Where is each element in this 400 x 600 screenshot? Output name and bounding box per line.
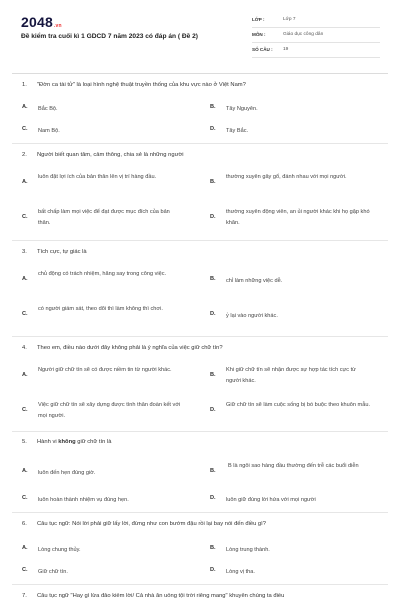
option-text: luôn giữ đúng lời hứa với mọi người: [226, 497, 316, 503]
question-text: Câu tục ngữ "Hay gì lừa đảo kiếm lời/ Cả nhà ăn uống tội trời riêng mang" khuyên chúng ta điều: [37, 593, 285, 599]
option-text: Lòng vị tha.: [226, 569, 255, 575]
meta-value-subject: Giáo dục công dân: [283, 32, 324, 37]
option-letter: C.: [22, 567, 28, 573]
logo-text: 2048: [21, 14, 53, 30]
meta-key-grade: LỚP :: [252, 17, 265, 22]
document-title: Đề kiểm tra cuối kì 1 GDCD 7 năm 2023 có đáp án ( Đề 2): [21, 33, 198, 40]
option-letter: A.: [22, 104, 28, 110]
option-text: chủ động có trách nhiệm, hăng say trong công việc.: [38, 271, 167, 277]
option-letter: C.: [22, 214, 28, 220]
option-text: B là ngôi sao hàng đầu thường đến trễ các buổi diễn: [228, 463, 359, 469]
option-text: Nam Bộ.: [38, 128, 60, 134]
option-letter: B.: [210, 179, 216, 185]
option-letter: A.: [22, 276, 28, 282]
question-text: Theo em, điều nào dưới đây không phải là ý nghĩa của việc giữ chữ tín?: [37, 345, 223, 351]
question-number: 3.: [22, 249, 27, 255]
option-letter: D.: [210, 407, 216, 413]
option-letter: A.: [22, 179, 28, 185]
question-number: 4.: [22, 345, 27, 351]
meta-key-count: SỐ CÂU :: [252, 47, 273, 52]
question-text-end: giữ chữ tín là: [75, 439, 112, 445]
option-letter: B.: [210, 104, 216, 110]
question-number: 6.: [22, 521, 27, 527]
option-letter: B.: [210, 545, 216, 551]
question-number: 2.: [22, 152, 27, 158]
option-text: Giữ chữ tín.: [38, 569, 68, 575]
question-number: 7.: [22, 593, 27, 599]
document-header: [0, 0, 400, 68]
question-divider: [12, 512, 388, 513]
option-letter: B.: [210, 468, 216, 474]
question-text: Câu tục ngữ: Nói lời phải giữ lấy lời, đừng như con bướm đậu rồi lại bay nói đến điều gì?: [37, 521, 266, 527]
option-text: thường xuyên gây gổ, đánh nhau với mọi người.: [226, 174, 347, 180]
question-text-start: Hành vi: [37, 439, 59, 445]
option-text: luôn đến hẹn đúng giờ.: [38, 470, 96, 476]
meta-row-subject: [252, 28, 380, 43]
question-divider: [12, 336, 388, 337]
option-letter: D.: [210, 311, 216, 317]
question-text: Tích cực, tự giác là: [37, 249, 87, 255]
meta-value-grade: Lớp 7: [283, 17, 296, 22]
option-letter: A.: [22, 372, 28, 378]
question-divider: [12, 584, 388, 585]
meta-value-count: 19: [283, 47, 289, 52]
option-letter: C.: [22, 311, 28, 317]
option-text: luôn hoàn thành nhiệm vụ đúng hẹn.: [38, 497, 129, 503]
option-letter: D.: [210, 126, 216, 132]
question-text: "Đờn ca tài tử" là loại hình nghệ thuật truyền thống của khu vực nào ở Việt Nam?: [37, 82, 246, 88]
site-logo[interactable]: [21, 14, 62, 30]
option-letter: C.: [22, 126, 28, 132]
meta-row-grade: [252, 13, 380, 28]
option-text: Người giữ chữ tín sẽ có được niềm tin từ người khác.: [38, 367, 172, 373]
question-number: 1.: [22, 82, 27, 88]
meta-key-subject: MÔN :: [252, 32, 266, 37]
option-letter: D.: [210, 495, 216, 501]
question-divider: [12, 240, 388, 241]
option-text: Tây Nguyên.: [226, 106, 258, 112]
option-text: chỉ làm những việc dễ.: [226, 278, 283, 284]
option-letter: D.: [210, 214, 216, 220]
option-text: Tây Bắc.: [226, 128, 249, 134]
question-7-partial: [0, 593, 400, 600]
option-text: Việc giữ chữ tín sẽ xây dựng được tình thân đoàn kết với mọi người.: [38, 402, 181, 419]
option-text: Bắc Bộ.: [38, 106, 58, 112]
option-text: Giữ chữ tín sẽ làm cuộc sống bị bó buộc theo khuôn mẫu.: [226, 402, 370, 408]
question-text: [37, 439, 387, 445]
option-text: luôn đặt lợi ích của bản thân lên vị trí hàng đầu.: [38, 174, 157, 180]
option-letter: B.: [210, 276, 216, 282]
option-text: có người giám sát, theo dõi thì làm không thì chơi.: [38, 306, 163, 312]
question-number: 5.: [22, 439, 27, 445]
option-letter: C.: [22, 407, 28, 413]
option-letter: D.: [210, 567, 216, 573]
meta-row-count: [252, 43, 380, 58]
option-text: thường xuyên động viên, an ủi người khác khi họ gặp khó khăn.: [226, 209, 370, 226]
option-text: Lòng trung thành.: [226, 547, 270, 553]
option-letter: B.: [210, 372, 216, 378]
document-meta: [252, 13, 380, 58]
header-divider: [12, 73, 388, 74]
option-letter: A.: [22, 545, 28, 551]
question-divider: [12, 431, 388, 432]
logo-suffix: .vn: [53, 23, 62, 29]
question-text: Người biết quan tâm, cảm thông, chia sẻ là những người: [37, 152, 184, 158]
question-text-emphasis: không: [58, 439, 76, 445]
option-text: ỷ lại vào người khác.: [226, 313, 278, 319]
option-text: Khi giữ chữ tín sẽ nhận được sự hợp tác tích cực từ người khác.: [226, 367, 356, 384]
option-letter: C.: [22, 495, 28, 501]
option-letter: A.: [22, 468, 28, 474]
option-text: Lòng chung thủy.: [38, 547, 81, 553]
option-text: bất chấp làm mọi việc để đạt được mục đích của bản thân.: [38, 209, 170, 226]
question-divider: [12, 143, 388, 144]
